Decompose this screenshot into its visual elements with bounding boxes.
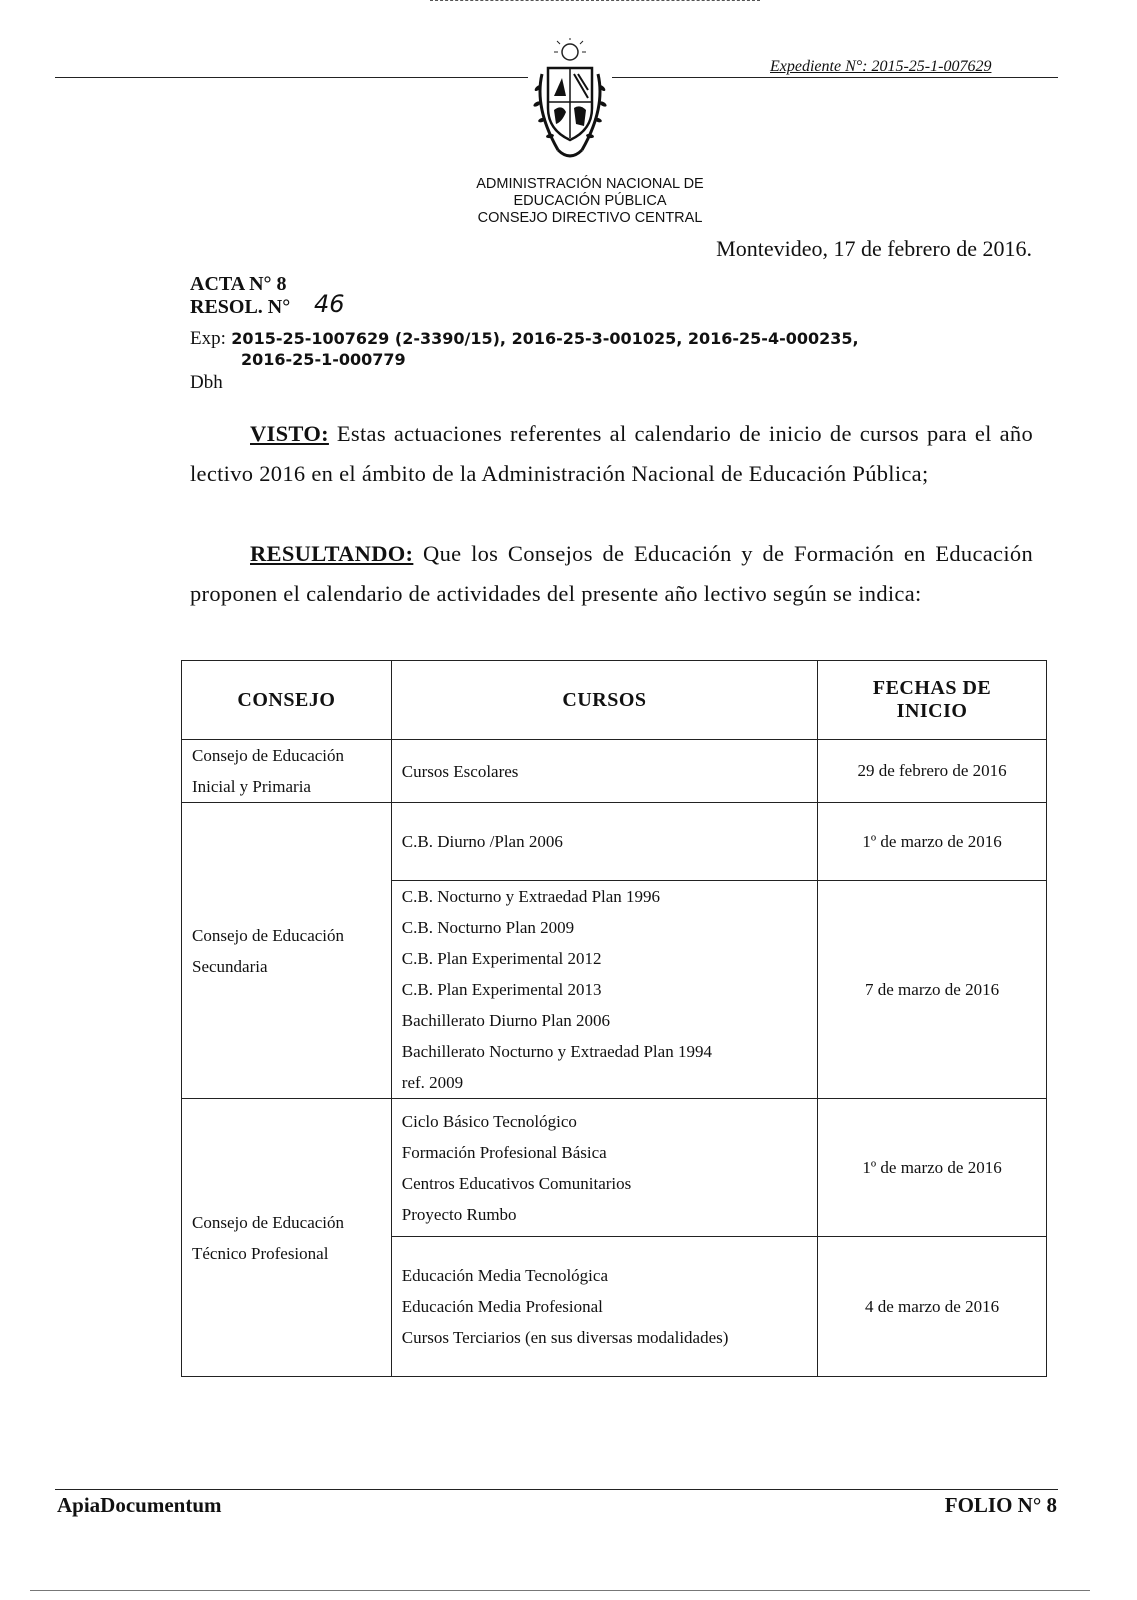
fecha-cell: 29 de febrero de 2016	[818, 740, 1047, 803]
resolution-label: RESOL. N°	[190, 296, 291, 318]
footer-system-name: ApiaDocumentum	[57, 1493, 222, 1517]
visto-text: Estas actuaciones referentes al calendario de inicio de cursos para el año lectivo 2016 en el ámbito de la Administración Nacional de Educación Pública;	[190, 421, 1033, 486]
institution-line: CONSEJO DIRECTIVO CENTRAL	[477, 210, 703, 226]
cursos-cell	[391, 1099, 817, 1237]
fecha-cell: 1º de marzo de 2016	[818, 803, 1047, 881]
course-item: C.B. Plan Experimental 2012	[401, 949, 602, 968]
table-header-row	[182, 661, 1047, 740]
folio-number: FOLIO N° 8	[944, 1493, 1057, 1517]
course-item: Educación Media Profesional	[401, 1297, 603, 1316]
course-item: Ciclo Básico Tecnológico	[401, 1111, 577, 1131]
document-date: Montevideo, 17 de febrero de 2016.	[716, 236, 1032, 261]
table-row	[182, 740, 1047, 803]
course-item: C.B. Nocturno y Extraedad Plan 1996	[401, 887, 661, 906]
course-item: C.B. Plan Experimental 2013	[401, 980, 602, 999]
course-item: Proyecto Rumbo	[401, 1204, 517, 1224]
resolution-number-handwritten: 46	[314, 290, 345, 318]
resultando-paragraph	[190, 534, 1033, 614]
course-item: Cursos Terciarios (en sus diversas modalidades)	[401, 1328, 729, 1347]
course-item: Centros Educativos Comunitarios	[401, 1173, 632, 1193]
cursos-cell	[391, 881, 817, 1099]
course-item: Bachillerato Diurno Plan 2006	[401, 1011, 611, 1030]
course-item: Educación Media Tecnológica	[401, 1266, 608, 1285]
table-row	[182, 1099, 1047, 1237]
course-item: ref. 2009	[401, 1073, 464, 1092]
consejo-cell: Consejo de Educación Técnico Profesional	[182, 1099, 392, 1377]
header-fechas: FECHAS DE INICIO	[818, 661, 1047, 740]
exp-label: Exp:	[190, 328, 226, 349]
institution-name	[380, 176, 800, 227]
course-item: Cursos Escolares	[401, 761, 519, 781]
resultando-text: Que los Consejos de Educación y de Formación en Educación proponen el calendario de actividades del presente año lectivo según se indica:	[190, 541, 1033, 606]
fecha-cell: 4 de marzo de 2016	[818, 1237, 1047, 1377]
fecha-cell: 1º de marzo de 2016	[818, 1099, 1047, 1237]
course-calendar-table	[181, 660, 1047, 1377]
course-item: C.B. Nocturno Plan 2009	[401, 918, 575, 937]
consejo-cell: Consejo de Educación Secundaria	[182, 803, 392, 1099]
visto-paragraph	[190, 414, 1033, 494]
initials: Dbh	[190, 372, 223, 393]
top-edge-marks	[430, 0, 760, 1]
header-consejo: CONSEJO	[182, 661, 392, 740]
course-item: C.B. Diurno /Plan 2006	[401, 832, 563, 851]
header-cursos: CURSOS	[391, 661, 817, 740]
coat-of-arms-graphic	[528, 38, 612, 168]
exp-numbers: 2015-25-1007629 (2-3390/15), 2016-25-3-001025, 2016-25-4-000235,	[231, 329, 859, 348]
visto-label: VISTO:	[250, 421, 329, 446]
fecha-cell: 7 de marzo de 2016	[818, 881, 1047, 1099]
course-item: Formación Profesional Básica	[401, 1142, 607, 1162]
bottom-edge-line	[30, 1590, 1090, 1591]
expediente-number: Expediente N°: 2015-25-1-007629	[770, 58, 992, 75]
course-item: Bachillerato Nocturno y Extraedad Plan 1994	[401, 1042, 712, 1061]
resultando-label: RESULTANDO:	[250, 541, 414, 566]
acta-number: ACTA N° 8	[190, 273, 287, 295]
expedientes-line	[190, 328, 859, 350]
cursos-cell	[391, 803, 817, 881]
exp-numbers-continued: 2016-25-1-000779	[241, 350, 406, 369]
coat-of-arms-icon	[528, 38, 612, 168]
footer-rule	[55, 1489, 1058, 1490]
institution-line: ADMINISTRACIÓN NACIONAL DE	[476, 176, 704, 192]
table-row	[182, 803, 1047, 881]
consejo-cell: Consejo de Educación Inicial y Primaria	[182, 740, 392, 803]
institution-line: EDUCACIÓN PÚBLICA	[513, 193, 667, 209]
cursos-cell	[391, 740, 817, 803]
cursos-cell	[391, 1237, 817, 1377]
